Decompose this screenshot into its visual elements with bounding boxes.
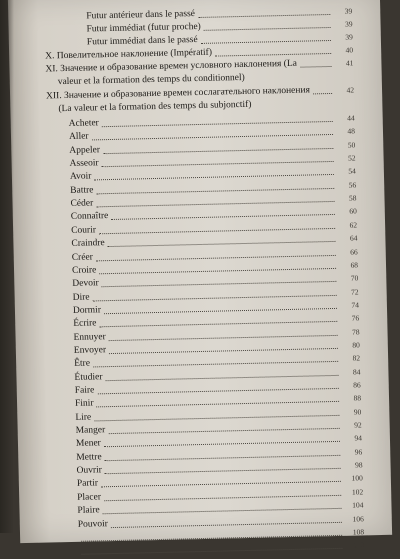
toc-entry-text: Envoyer: [73, 345, 107, 356]
dot-leader: [255, 106, 333, 109]
toc-page-number: 41: [345, 58, 354, 68]
toc-entry-text: Ennuyer: [73, 331, 106, 343]
toc-page-number: 42: [346, 85, 355, 95]
toc-page-number: 86: [353, 380, 361, 390]
toc-page-number: 104: [352, 500, 364, 510]
toc-entry-text: Lire: [75, 412, 92, 423]
toc-page-number: 44: [347, 113, 355, 123]
toc-page-number: 54: [348, 166, 356, 176]
toc-entry-text: Être: [74, 358, 91, 370]
toc-entry-text: XI. Значение и образование времен условного наклонения (La: [45, 58, 298, 75]
toc-entry-text: Devoir: [72, 278, 99, 290]
toc-entry-text: (La valeur et la formation des temps du subjonctif): [58, 99, 252, 115]
toc-entry-text: Pouvoir: [77, 518, 109, 530]
dot-leader: [201, 39, 331, 44]
toc-entry-text: Connaître: [70, 211, 109, 223]
toc-page-number: 52: [347, 153, 356, 163]
toc-entry-text: Partir: [76, 478, 99, 490]
toc-entry-text: Futur immédiat (futur proche): [86, 21, 201, 35]
toc-entry-text: Plaire: [77, 505, 100, 516]
dot-leader: [313, 92, 332, 94]
toc-entry-text: Croire: [71, 265, 97, 276]
page-edge-shadow: [0, 0, 14, 533]
toc-entry-text: Craindre: [71, 238, 105, 250]
toc-page-number: 102: [351, 487, 364, 497]
toc-page-number: 110: [353, 540, 365, 550]
toc-entry-text: Battre: [70, 185, 94, 196]
toc-page-number: 68: [350, 260, 359, 270]
toc-page-number: 94: [354, 433, 363, 443]
toc-page-number: 80: [352, 340, 360, 350]
toc-page-number: 48: [347, 126, 356, 136]
toc-page-number: 88: [353, 393, 362, 403]
toc-entry-text: Placer: [77, 492, 102, 503]
toc-page-number: 62: [349, 220, 358, 230]
toc-page-number: 39: [344, 6, 353, 16]
dot-leader: [300, 65, 332, 68]
toc-entry-text: Étudier: [74, 371, 103, 383]
toc-page-number: 39: [344, 19, 353, 29]
toc-page-number: 98: [354, 460, 363, 470]
toc-entry-text: Écrire: [73, 318, 97, 330]
toc-page-number: 64: [349, 233, 358, 243]
toc-page-number: 78: [351, 326, 360, 337]
toc-page-number: 72: [351, 286, 359, 297]
toc-entry-text: X. Повелительное наклонение (Impératif): [45, 47, 213, 62]
toc-page-number: 90: [353, 407, 362, 417]
toc-entry-text: Acheter: [68, 118, 99, 129]
book-page: [8, 0, 392, 550]
toc-entry-text: Dire: [72, 292, 90, 303]
toc-page-number: 92: [354, 420, 362, 430]
toc-entry-text: Mettre: [76, 452, 102, 463]
dot-leader: [215, 52, 331, 57]
toc-page-number: 100: [351, 473, 363, 484]
toc-page-number: 40: [345, 45, 354, 55]
toc-page-number: 70: [350, 273, 359, 283]
toc-entry-text: valeur et la formation des temps du conditionnel): [57, 72, 245, 88]
toc-entry-text: XII. Значение и образование времен сослагательного наклонения: [45, 85, 311, 102]
toc-entry-text: Futur immédiat dans le passé: [86, 34, 198, 48]
toc-entry-text: Créer: [71, 251, 93, 263]
toc-page-number: 76: [351, 313, 360, 323]
toc-entry-text: Aller: [68, 131, 89, 143]
toc-page-number: 66: [350, 246, 358, 257]
toc-page-number: 56: [348, 180, 357, 190]
toc-page-number: 58: [348, 193, 357, 203]
toc-entry-text: Finir: [74, 398, 94, 410]
dot-leader: [248, 79, 332, 82]
toc-entry-text: Céder: [70, 198, 94, 210]
toc-entry-text: Avoir: [69, 171, 92, 183]
toc-entry-text: Dormir: [72, 305, 102, 316]
toc-entry-text: Asseoir: [69, 158, 99, 169]
toc-entry-text: Courir: [71, 225, 97, 236]
toc-page-number: 82: [352, 353, 361, 363]
toc-entry-text: Mener: [75, 438, 101, 450]
dot-leader: [204, 26, 331, 31]
toc-entry-text: Ouvrir: [76, 465, 103, 476]
toc-entry-text: Faire: [74, 385, 95, 396]
dot-leader: [198, 13, 330, 18]
toc-page-number: 50: [347, 140, 356, 150]
toc-page-number: 60: [349, 206, 357, 217]
toc-page-number: 84: [352, 367, 361, 377]
toc-entry-text: Appeler: [69, 144, 101, 156]
toc-page-number: 96: [354, 447, 363, 457]
toc-entry-text: Futur antérieur dans le passé: [86, 9, 196, 22]
toc-entry-text: Manger: [75, 425, 106, 436]
toc-page-number: 74: [351, 300, 360, 310]
dot-leader: [81, 547, 342, 555]
toc-page-number: 106: [352, 513, 364, 524]
toc-page-number: 39: [345, 32, 353, 42]
toc-page-number: 108: [352, 527, 365, 537]
